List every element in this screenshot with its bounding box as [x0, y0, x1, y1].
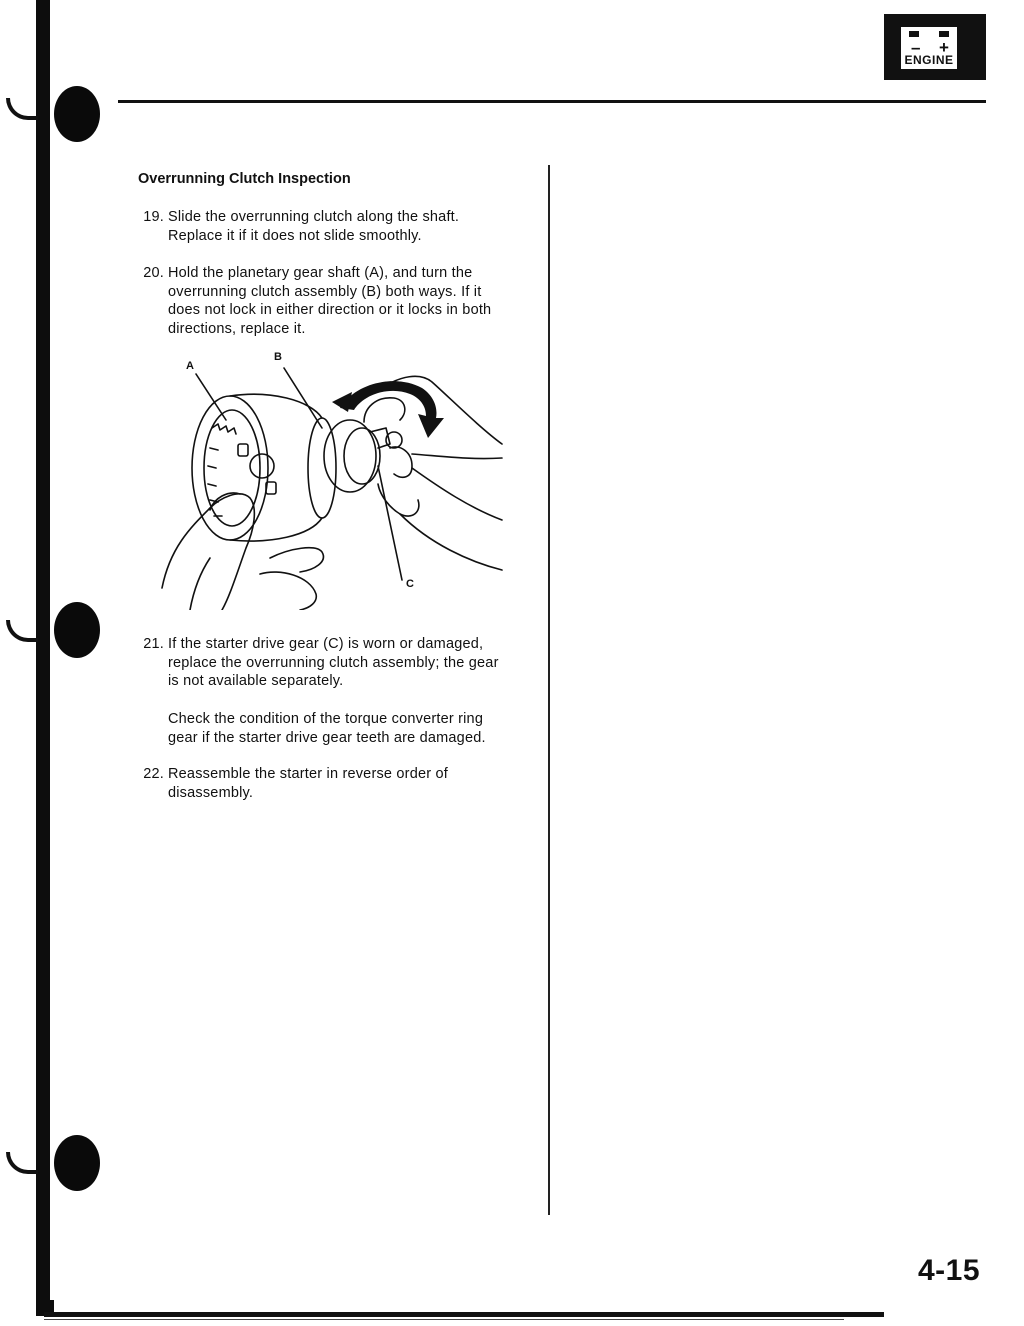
- housing-back: [308, 418, 336, 518]
- badge-label: ENGINE: [904, 53, 954, 67]
- callout-b: B: [274, 351, 282, 363]
- section-title: Overrunning Clutch Inspection: [138, 171, 351, 187]
- planetary-shaft-center: [250, 454, 274, 478]
- right-wrist-bottom: [400, 514, 502, 570]
- left-fingers: [270, 548, 323, 572]
- battery-icon: [898, 24, 960, 72]
- step-19: [138, 208, 538, 245]
- binding-hook-bottom: [6, 1152, 38, 1174]
- column-divider: [548, 165, 550, 1215]
- step-text: Slide the overrunning clutch along the shaft. Replace it if it does not slide smoothly.: [168, 209, 460, 244]
- punch-hole-bottom: [54, 1135, 100, 1191]
- right-thumb: [390, 447, 412, 477]
- left-thumbnail: [210, 493, 240, 510]
- binding-bar: [36, 0, 50, 1316]
- minus-symbol: –: [911, 38, 921, 57]
- planetary-gear-teeth: [208, 424, 236, 516]
- pin-upper: [238, 444, 248, 456]
- battery-terminal-positive: [939, 31, 949, 37]
- left-hand-thumb: [162, 494, 254, 610]
- right-wrist-lower: [412, 468, 502, 520]
- left-hand-palm: [190, 558, 210, 610]
- illustration-drawing: [150, 348, 510, 610]
- callout-c: C: [406, 578, 414, 590]
- right-index-finger: [364, 398, 405, 422]
- callout-a: A: [186, 360, 194, 372]
- overrunning-clutch-body: [324, 420, 376, 492]
- step-20: [138, 264, 538, 338]
- header-rule: [118, 100, 986, 103]
- clutch-inspection-illustration: [150, 348, 510, 610]
- punch-hole-middle: [54, 602, 100, 658]
- step-21-note: [138, 710, 538, 747]
- overrunning-clutch-face: [344, 428, 380, 484]
- binding-hook-middle: [6, 620, 38, 642]
- step-text: Reassemble the starter in reverse order of disassembly.: [168, 766, 448, 801]
- step-text: Check the condition of the torque converter ring gear if the starter drive gear teeth are damaged.: [168, 711, 486, 746]
- page-number: 4-15: [918, 1254, 981, 1287]
- right-finger-lower: [378, 484, 419, 516]
- plus-symbol: +: [939, 38, 949, 57]
- leader-line-c: [378, 466, 402, 580]
- step-number: 20.: [143, 265, 164, 281]
- engine-section-badge: [884, 14, 986, 80]
- punch-hole-top: [54, 86, 100, 142]
- step-text: Hold the planetary gear shaft (A), and turn the overrunning clutch assembly (B) both ways. If it does not lock in either direction or it locks in both directions, replace it.: [168, 265, 492, 337]
- bottom-rule-thin: [44, 1319, 844, 1320]
- bottom-rule: [44, 1312, 884, 1317]
- right-wrist-mid: [412, 454, 502, 459]
- step-22: [138, 765, 538, 802]
- step-number: 21.: [143, 636, 164, 652]
- step-number: 22.: [143, 766, 164, 782]
- step-21: [138, 635, 538, 691]
- left-finger-lower: [260, 572, 316, 610]
- step-number: 19.: [143, 209, 164, 225]
- battery-terminal-negative: [909, 31, 919, 37]
- step-text: If the starter drive gear (C) is worn or damaged, replace the overrunning clutch assembly; the gear is not available separately.: [168, 636, 499, 689]
- binding-hook-top: [6, 98, 38, 120]
